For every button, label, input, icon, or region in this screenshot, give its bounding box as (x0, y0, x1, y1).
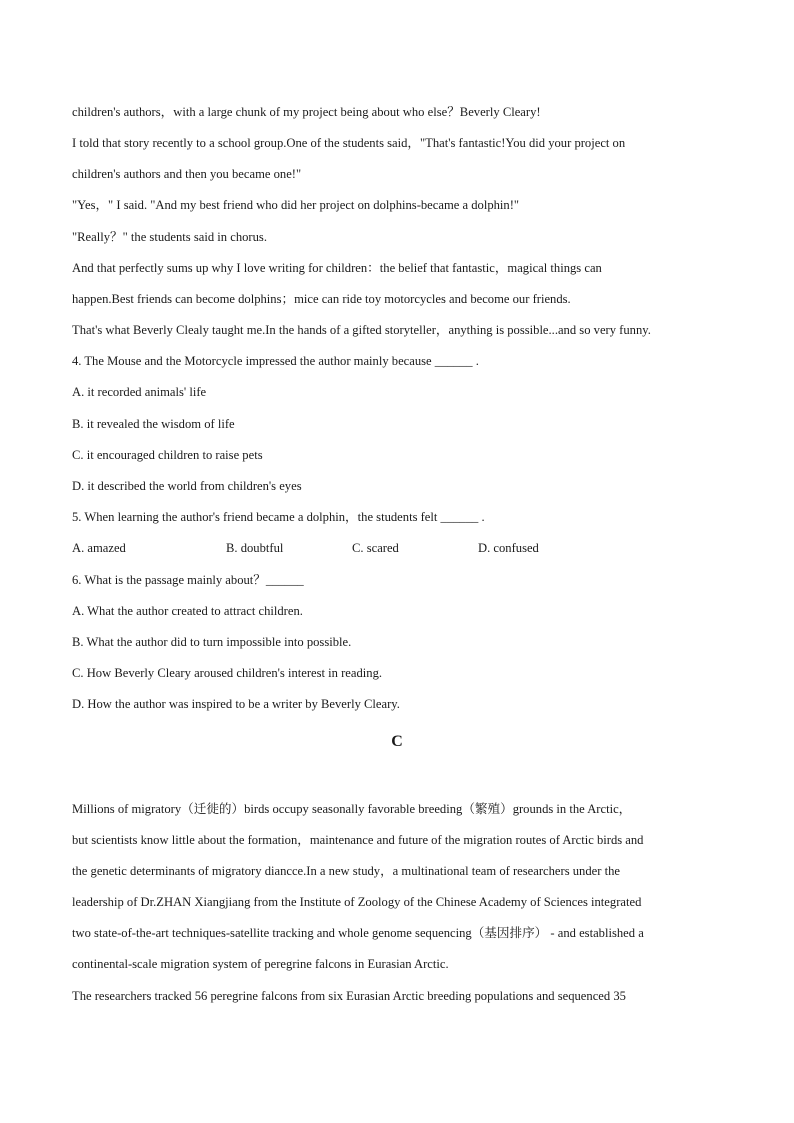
passage-c-line-5: two state-of-the-art techniques-satellite tracking and whole genome sequencing（基因排序） - and established a (72, 926, 644, 940)
passage-c-line-3: the genetic determinants of migratory diancce.In a new study，a multinational team of researchers under the (72, 864, 620, 878)
passage-c-line-4: leadership of Dr.ZHAN Xiangjiang from the Institute of Zoology of the Chinese Academy of Sciences integrated (72, 895, 642, 909)
passage-c-line-2: but scientists know little about the formation，maintenance and future of the migration routes of Arctic birds and (72, 833, 644, 847)
question-6-option-d: D. How the author was inspired to be a writer by Beverly Cleary. (72, 697, 400, 711)
question-6-stem: 6. What is the passage mainly about？______ (72, 573, 304, 587)
passage-c-line-6: continental-scale migration system of peregrine falcons in Eurasian Arctic. (72, 957, 449, 971)
question-4-option-d: D. it described the world from children's eyes (72, 479, 302, 493)
passage-b-line-7: happen.Best friends can become dolphins；mice can ride toy motorcycles and become our friends. (72, 292, 571, 306)
question-4-option-b: B. it revealed the wisdom of life (72, 417, 235, 431)
passage-c-line-7: The researchers tracked 56 peregrine falcons from six Eurasian Arctic breeding populations and sequenced 35 (72, 989, 626, 1003)
passage-b-line-5: "Really？" the students said in chorus. (72, 230, 267, 244)
passage-b-line-6: And that perfectly sums up why I love writing for children：the belief that fantastic，magical things can (72, 261, 602, 275)
question-6-option-b: B. What the author did to turn impossible into possible. (72, 635, 352, 649)
question-5-option-c: C. scared (352, 541, 399, 555)
question-5-stem: 5. When learning the author's friend became a dolphin，the students felt ______ . (72, 510, 485, 524)
question-5-options (72, 540, 732, 556)
passage-b-line-1: children's authors，with a large chunk of my project being about who else？Beverly Cleary! (72, 105, 541, 119)
question-4-option-c: C. it encouraged children to raise pets (72, 448, 263, 462)
question-5-option-a: A. amazed (72, 541, 126, 555)
question-6-option-c: C. How Beverly Cleary aroused children's interest in reading. (72, 666, 383, 680)
question-4-option-a: A. it recorded animals' life (72, 385, 207, 399)
question-6-option-a: A. What the author created to attract children. (72, 604, 303, 618)
question-5-option-b: B. doubtful (226, 541, 284, 555)
question-5-option-d: D. confused (478, 541, 539, 555)
question-4-stem: 4. The Mouse and the Motorcycle impressed the author mainly because ______ . (72, 354, 479, 368)
passage-b-line-8: That's what Beverly Clealy taught me.In the hands of a gifted storyteller，anything is possible...and so very funny. (72, 323, 651, 337)
passage-b-line-4: "Yes，" I said. "And my best friend who did her project on dolphins-became a dolphin!" (72, 198, 520, 212)
section-c-heading: C (391, 733, 403, 750)
passage-c-line-1: Millions of migratory（迁徙的）birds occupy seasonally favorable breeding（繁殖）grounds in the Arctic， (72, 802, 632, 816)
passage-b-line-2: I told that story recently to a school group.One of the students said，"That's fantastic!You did your project on (72, 136, 626, 150)
passage-b-line-3: children's authors and then you became one!" (72, 167, 302, 181)
